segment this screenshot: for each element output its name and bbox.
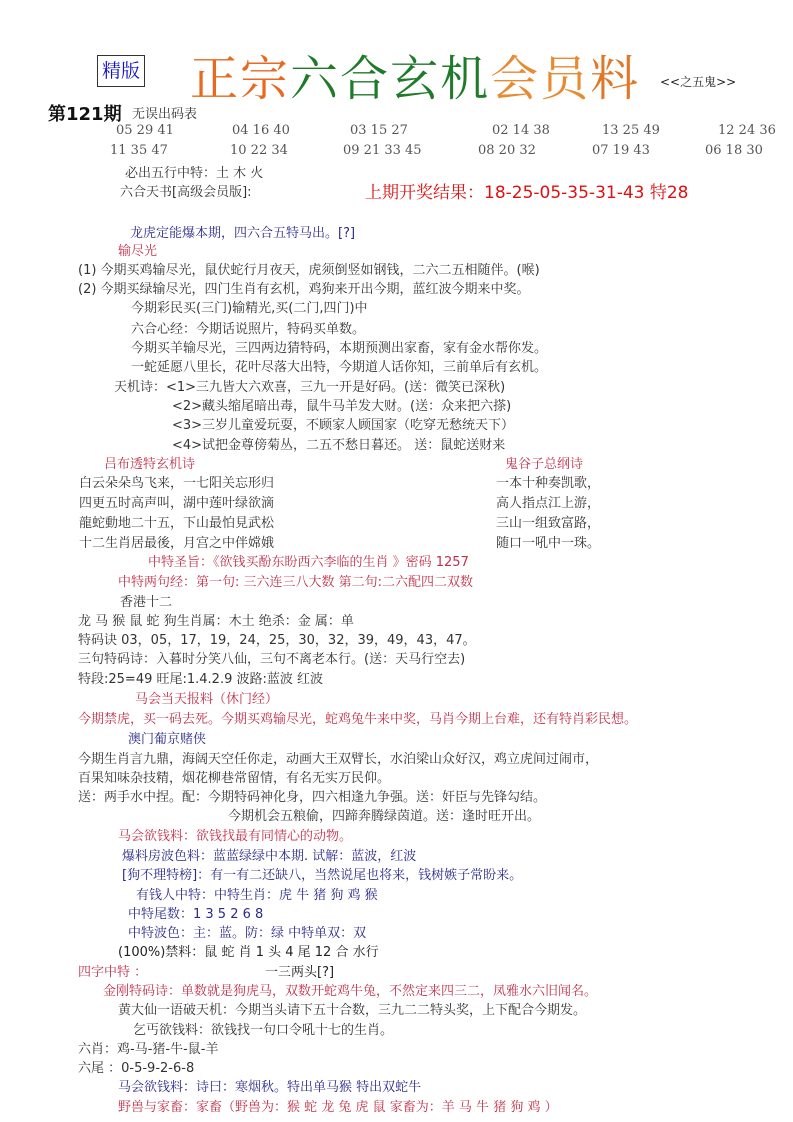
poem-line: 白云朵朵鸟飞来，一七阳关忘形归 — [79, 476, 275, 491]
title-char: 机 — [440, 51, 491, 107]
title-char: 宗 — [240, 51, 291, 107]
poem-line: 十二生肖居最後，月宫之中伴嫦娥 — [79, 536, 275, 551]
edition-badge — [97, 55, 145, 87]
num-cell: 06 18 30 — [705, 143, 763, 158]
poem-line: 三山一组致富路， — [496, 516, 601, 531]
longhu-line: 龙虎定能爆本期，四六合五特马出。[?] — [130, 226, 356, 241]
poem-line: 随口一吼中一珠。 — [496, 536, 601, 551]
num-cell: 11 35 47 — [110, 143, 168, 158]
section-title: 输尽光 — [118, 244, 158, 259]
text-line: 马会欲钱料：诗曰：寒烟秋。特出单马猴 特出双蛇牛 — [118, 1080, 422, 1095]
title-char: 合 — [340, 51, 391, 107]
num-cell: 10 22 34 — [230, 143, 288, 158]
num-cell: 05 29 41 — [116, 123, 174, 138]
text-line: 野兽与家畜：家畜（野兽为：猴 蛇 龙 兔 虎 鼠 家畜为：羊 马 牛 猪 狗 鸡 ） — [118, 1100, 558, 1115]
text-value: 一三两头[?] — [265, 965, 335, 980]
section-title: 澳门葡京赌侠 — [128, 732, 207, 747]
title-char: 正 — [190, 51, 241, 107]
text-line: <4>试把金尊傍菊丛，二五不愁日暮还。 送：鼠蛇送财来 — [172, 438, 506, 453]
text-line: 有钱人中特：中特生肖：虎 牛 猪 狗 鸡 猴 — [136, 888, 378, 903]
text-line: 今期生肖言九鼎，海阔天空任你走，动画大王双臂长，水泊梁山众好汉，鸡立虎间过闹市， — [78, 752, 599, 767]
num-cell: 09 21 33 45 — [343, 143, 422, 158]
text-line: 送：两手水中捏。配：今期特码神化身，四六相逢九争强。送：奸臣与先锋勾结。 — [78, 790, 547, 805]
wuxing-line: 必出五行中特：土 木 火 — [125, 166, 264, 181]
num-cell: 13 25 49 — [602, 123, 660, 138]
section-title: 鬼谷子总纲诗 — [505, 457, 584, 472]
text-line: 龙 马 猴 鼠 蛇 狗生肖属：木土 绝杀：金 属：单 — [78, 614, 354, 629]
text-line: 金刚特码诗：单数就是狗虎马，双数开蛇鸡牛兔，不然定来四三二，凤雅水六旧闻名。 — [103, 984, 598, 999]
text-line: 六尾 ：0-5-9-2-6-8 — [78, 1061, 195, 1076]
poem-line: 四更五时高声叫，湖中莲叶绿欲滴 — [79, 496, 275, 511]
text-line: 今期机会五粮偷，四蹄奔腾绿茵道。送：逢时旺开出。 — [228, 809, 541, 824]
text-line: <3>三岁儿童爱玩耍，不顾家人顾国家（吃穿无愁统天下） — [172, 418, 515, 433]
text-line: 今期禁虎，买一码去死。今期买鸡输尽光，蛇鸡兔牛来中奖，马肖今期上台难，还有特肖彩民想。 — [78, 712, 638, 727]
text-line: (2) 今期买绿输尽光，四门生肖有玄机，鸡狗来开出今期，蓝红波今期来中奖。 — [78, 282, 530, 297]
issue-note: 无误出码表 — [132, 107, 198, 122]
text-line: 天机诗：<1>三九皆大六欢喜，三九一开是好码。(送：微笑已深秋) — [114, 380, 506, 395]
text-line: 六肖：鸡-马-猪-牛-鼠-羊 — [78, 1042, 219, 1057]
issue-number: 第121期 — [48, 104, 122, 125]
text-line: 今期彩民买(三门)输精光,买(二门,四门)中 — [131, 301, 368, 316]
text-line: <2>藏头缩尾暗出毒，鼠牛马羊发大财。(送：众来把六搽) — [172, 399, 512, 414]
text-line: 一蛇延愿八里长，花叶尽落大出特，今期道人话你知，三前单后有玄机。 — [131, 360, 548, 375]
text-line: 黄大仙一语破天机：今期当头请下五十合数，三九二二特头奖，上下配合今期发。 — [118, 1003, 587, 1018]
text-line: 百果知味杂技精，烟花柳巷常留情，有名无实万民仰。 — [78, 771, 391, 786]
text-line: 中特两句经：第一句: 三六连三八大数 第二句:二六配四二双数 — [118, 575, 474, 590]
num-cell: 02 14 38 — [492, 123, 550, 138]
text-line: 香港十二 — [120, 595, 173, 610]
poem-line: 一本十种奏凯歌， — [496, 476, 601, 491]
num-cell: 07 19 43 — [592, 143, 650, 158]
text-line: 三句特码诗：入暮时分笑八仙，三句不离老本行。(送：天马行空去) — [78, 652, 466, 667]
text-line: [狗不理特榜]：有一有二还缺八，当然说尾也将来，钱树嫉子常盼来。 — [122, 868, 523, 883]
last-result: 上期开奖结果：18-25-05-35-31-43 特28 — [365, 183, 689, 203]
num-cell: 04 16 40 — [232, 123, 290, 138]
section-title: 吕布透特玄机诗 — [104, 457, 196, 472]
text-line: 爆料房波色料：蓝蓝绿绿中本期. 试解：蓝波，红波 — [122, 849, 417, 864]
badge-text: 精版 — [101, 60, 140, 82]
title-char: 会 — [490, 51, 541, 107]
text-line: 今期买羊输尽光，三四两边猜特码，本期预测出家畜，家有金水帮你发。 — [131, 341, 548, 356]
text-label: 四字中特 ： — [78, 965, 148, 980]
title-char: 料 — [590, 51, 641, 107]
tianshu-label: 六合天书[高级会员版]: — [120, 185, 252, 200]
num-cell: 12 24 36 — [718, 123, 776, 138]
text-line: 六合心经：今期话说照片，特码买单数。 — [131, 322, 366, 337]
text-line: 特码诀 03，05，17，19，24，25，30，32，39，49，43，47。 — [78, 633, 476, 648]
text-line: (1) 今期买鸡输尽光，鼠伏蛇行月夜天，虎须倒竖如钢钱，二六二五相随伴。(喉) — [78, 263, 540, 278]
title-char: 玄 — [390, 51, 441, 107]
num-cell: 03 15 27 — [350, 123, 408, 138]
subtitle: <<之五鬼>> — [660, 75, 737, 89]
text-line: 马会欲钱料：欲钱找最有同情心的动物。 — [118, 829, 353, 844]
title-char: 六 — [290, 51, 341, 107]
text-line: (100%)禁料：鼠 蛇 肖 1 头 4 尾 12 合 水行 — [118, 945, 379, 960]
num-cell: 08 20 32 — [478, 143, 536, 158]
text-line: 乞丐欲钱料：欲钱找一句口令吼十七的生肖。 — [133, 1023, 394, 1038]
poem-line: 高人指点江上游， — [496, 496, 601, 511]
text-line: 中特圣旨：《欲钱买酚东盼西六李临的生肖 》密码 1257 — [148, 555, 469, 570]
text-line: 中特尾数：1 3 5 2 6 8 — [128, 907, 264, 922]
poem-line: 龍蛇動地二十五，下山最怕見武松 — [79, 516, 275, 531]
text-line: 中特波色：主：蓝。防：绿 中特单双：双 — [128, 926, 367, 941]
title-char: 员 — [540, 51, 591, 107]
text-line: 特段:25=49 旺尾:1.4.2.9 波路:蓝波 红波 — [78, 672, 323, 687]
section-title: 马会当天报料（休门经） — [135, 692, 279, 707]
page-title — [190, 40, 640, 109]
